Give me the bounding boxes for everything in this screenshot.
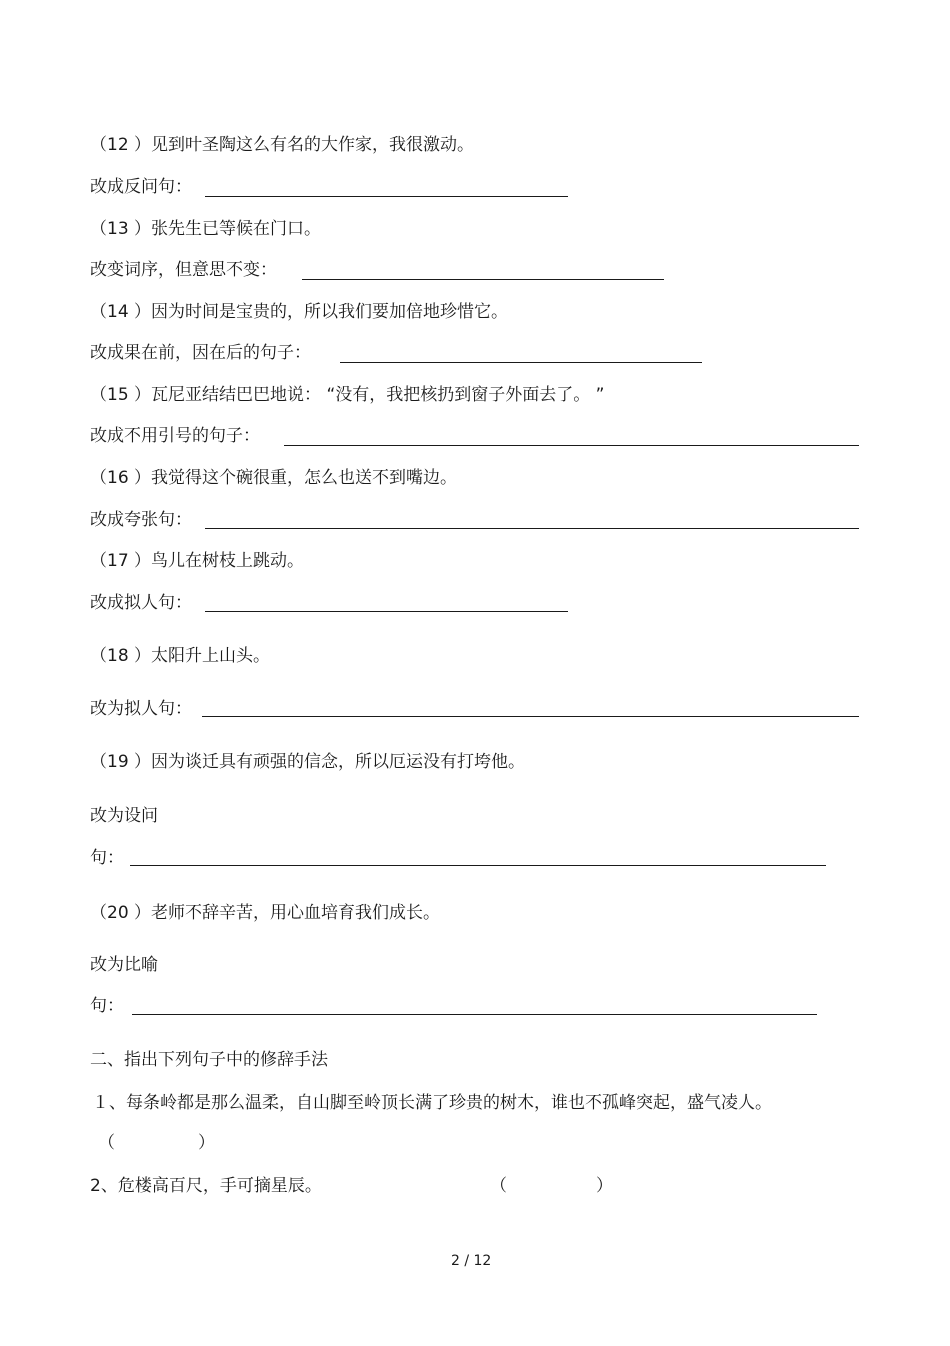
answer-blank-13[interactable] xyxy=(302,279,664,280)
instruction-20-line1: 改为比喻 xyxy=(90,955,158,975)
section-2-item-2: 2、危楼高百尺，手可摘星辰。 xyxy=(90,1176,322,1196)
answer-close-paren-1: ） xyxy=(198,1133,215,1153)
question-12: （12 ）见到叶圣陶这么有名的大作家，我很激动。 xyxy=(90,135,475,155)
answer-close-paren-2: ） xyxy=(596,1176,613,1196)
section-2-heading: 二、指出下列句子中的修辞手法 xyxy=(90,1050,328,1070)
question-15: （15 ）瓦尼亚结结巴巴地说： “没有，我把核扔到窗子外面去了。 ” xyxy=(90,385,605,405)
instruction-14: 改成果在前，因在后的句子： xyxy=(90,343,311,363)
question-14: （14 ）因为时间是宝贵的，所以我们要加倍地珍惜它。 xyxy=(90,302,509,322)
answer-blank-14[interactable] xyxy=(340,362,702,363)
instruction-16: 改成夸张句： xyxy=(90,510,192,530)
question-17: （17 ）鸟儿在树枝上跳动。 xyxy=(90,551,305,571)
question-13: （13 ）张先生已等候在门口。 xyxy=(90,219,322,239)
answer-blank-18[interactable] xyxy=(202,716,859,717)
answer-blank-19[interactable] xyxy=(130,865,826,866)
question-18: （18 ）太阳升上山头。 xyxy=(90,646,271,666)
page-number: 2 / 12 xyxy=(451,1253,492,1269)
instruction-13: 改变词序，但意思不变： xyxy=(90,260,277,280)
answer-blank-17[interactable] xyxy=(205,611,568,612)
instruction-15: 改成不用引号的句子： xyxy=(90,426,260,446)
instruction-18: 改为拟人句： xyxy=(90,699,192,719)
answer-open-paren-1: （ xyxy=(98,1133,115,1153)
instruction-19-line1: 改为设问 xyxy=(90,806,158,826)
instruction-17: 改成拟人句： xyxy=(90,593,192,613)
answer-field-2[interactable] xyxy=(506,1173,594,1197)
question-19: （19 ）因为谈迁具有顽强的信念，所以厄运没有打垮他。 xyxy=(90,752,526,772)
answer-blank-15[interactable] xyxy=(284,445,859,446)
answer-blank-12[interactable] xyxy=(205,196,568,197)
answer-open-paren-2: （ xyxy=(490,1176,507,1196)
question-16: （16 ）我觉得这个碗很重，怎么也送不到嘴边。 xyxy=(90,468,458,488)
section-2-item-1: １、每条岭都是那么温柔，自山脚至岭顶长满了珍贵的树木，谁也不孤峰突起，盛气凌人。 xyxy=(92,1093,772,1113)
instruction-20-line2: 句： xyxy=(90,996,124,1016)
answer-blank-20[interactable] xyxy=(132,1014,817,1015)
instruction-12: 改成反问句： xyxy=(90,177,192,197)
instruction-19-line2: 句： xyxy=(90,848,124,868)
answer-blank-16[interactable] xyxy=(205,528,859,529)
answer-field-1[interactable] xyxy=(112,1130,196,1154)
question-20: （20 ）老师不辞辛苦，用心血培育我们成长。 xyxy=(90,903,441,923)
